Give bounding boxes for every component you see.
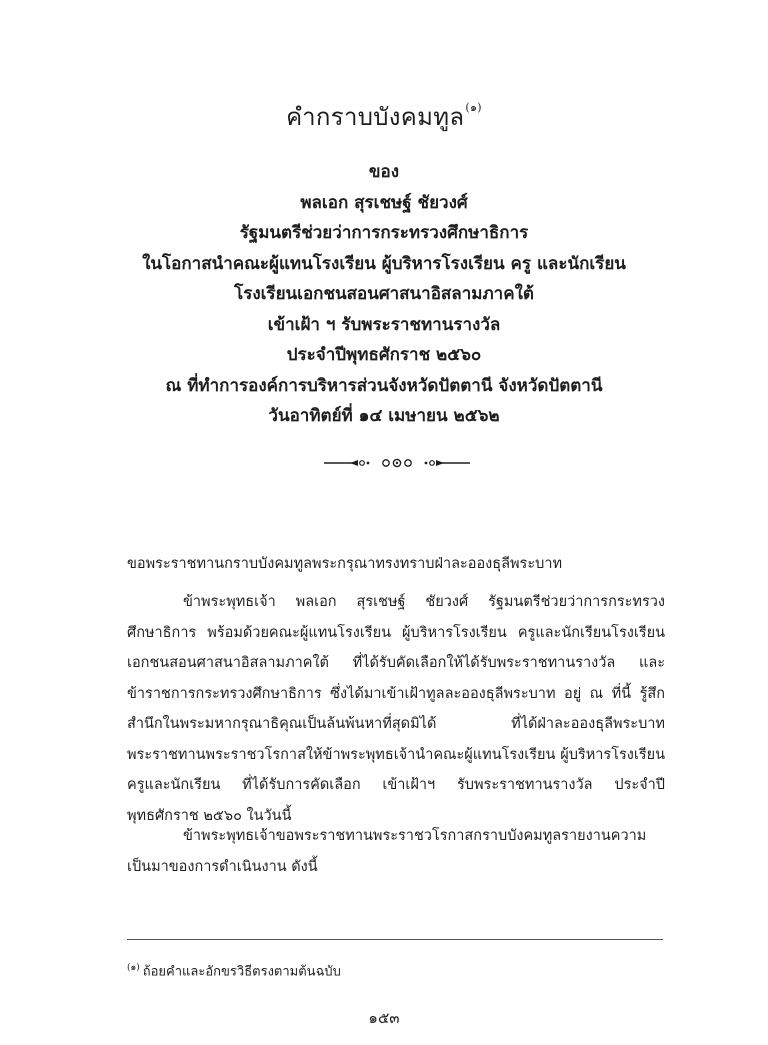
header-line-school-type: โรงเรียนเอกชนสอนศาสนาอิสลามภาคใต้ xyxy=(234,284,534,304)
header-line-occasion: ในโอกาสนำคณะผู้แทนโรงเรียน ผู้บริหารโรงเรียน ครู และนักเรียน xyxy=(142,253,626,274)
header-line-venue: ณ ที่ทำการองค์การบริหารส่วนจังหวัดปัตตานี จังหวัดปัตตานี xyxy=(165,375,603,396)
header-block xyxy=(0,157,768,432)
salutation: ขอพระราชทานกราบบังคมทูลพระกรุณาทรงทราบฝ่าละอองธุลีพระบาท xyxy=(127,556,563,572)
ornamental-divider-icon xyxy=(324,455,470,471)
title-text: คำกราบบังคมทูล xyxy=(286,103,465,131)
footnote-text: ถ้อยคำและอักขรวิธีตรงตามต้นฉบับ xyxy=(142,964,341,980)
body-paragraph-1: ข้าพระพุทธเจ้า พลเอก สุรเชษฐ์ ชัยวงศ์ รัฐมนตรีช่วยว่าการกระทรวงศึกษาธิการ พร้อมด้วยคณะผู้แทนโรงเรียน ผู้บริหารโรงเรียน ครูและนักเรียนโรงเรียนเอกชนสอนศาสนาอิสลามภาคใต้ ที่ได้รับคัดเลือกให้ได้รับพระราชทานรางวัล และข้าราชการกระทรวงศึกษาธิการ ซึ่งได้มาเข้าเฝ้าทูลละอองธุลีพระบาท อยู่ ณ ที่นี้ รู้สึกสำนึกในพระมหากรุณาธิคุณเป็นล้นพ้นหาที่สุดมิได้ ที่ได้ฝ่าละอองธุลีพระบาทพระราชทานพระราชวโรกาสให้ข้าพระพุทธเจ้านำคณะผู้แทนโรงเรียน ผู้บริหารโรงเรียน ครูและนักเรียน ที่ได้รับการคัดเลือก เข้าเฝ้าฯ รับพระราชทานรางวัล ประจำปีพุทธศักราช ๒๕๖๐ ในวันนี้ xyxy=(127,594,665,824)
header-line-name: พลเอก สุรเชษฐ์ ชัยวงศ์ xyxy=(300,192,468,213)
title-footnote-marker: (๑) xyxy=(465,101,482,114)
body-paragraph-2: ข้าพระพุทธเจ้าขอพระราชทานพระราชวโรกาสกราบบังคมทูลรายงานความเป็นมาของการดำเนินงาน ดังนี้ xyxy=(127,828,647,875)
footnote xyxy=(127,960,341,981)
page-number: ๑๕๓ xyxy=(368,1009,400,1027)
footnote-divider xyxy=(127,939,663,940)
header-line-position: รัฐมนตรีช่วยว่าการกระทรวงศึกษาธิการ xyxy=(239,223,529,243)
page-title xyxy=(0,97,768,136)
header-line-of: ของ xyxy=(368,162,400,182)
header-line-year: ประจำปีพุทธศักราช ๒๕๖๐ xyxy=(286,345,482,365)
footnote-marker: (๑) xyxy=(127,963,140,973)
header-line-date: วันอาทิตย์ที่ ๑๔ เมษายน ๒๕๖๒ xyxy=(268,406,500,426)
header-line-audience: เข้าเฝ้า ฯ รับพระราชทานรางวัล xyxy=(267,314,501,335)
